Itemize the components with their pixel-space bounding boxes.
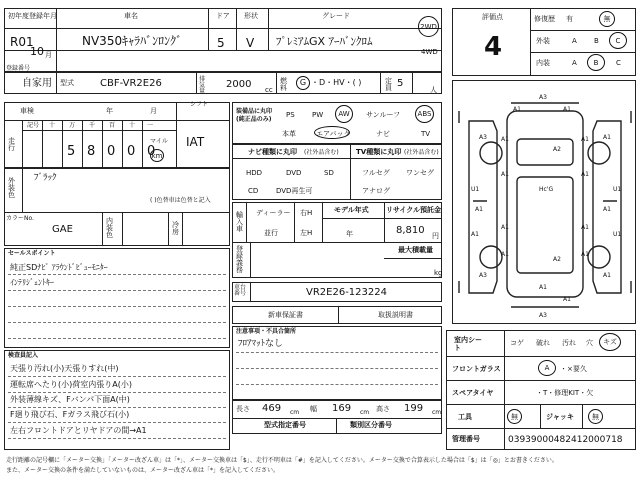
nav-title-note: (社外品含む) (304, 149, 339, 156)
exterior-score-label: 外装 (536, 37, 550, 45)
roof-mark: Hc'G (539, 186, 554, 193)
model-label: 型式 (60, 79, 74, 87)
tv-fullseg: フルセグ (362, 169, 390, 177)
capacity-label: 定員 (385, 77, 392, 92)
height-label: 高さ (376, 405, 390, 413)
tv-oneseg: ワンセグ (406, 169, 434, 177)
equip-navi: ナビ (376, 130, 390, 138)
notes-title: 注意事項・不具合箇所 (236, 328, 297, 335)
grade-score-label: 評価点 (482, 13, 503, 21)
inspector-line-3: 外装薄線キズ、Fバンパ下面A(中) (10, 395, 130, 404)
damage-mark: A1 (581, 136, 589, 143)
grade-label: グレード (322, 12, 350, 20)
damage-mark: A1 (475, 206, 483, 213)
jack-value-circled: 無 (588, 409, 603, 424)
recycle-yen-unit: 円 (432, 232, 439, 240)
damage-mark: A3 (479, 272, 487, 279)
first-reg-month: 10 (30, 45, 44, 58)
mileage-digit-4: 0 (127, 144, 136, 159)
recycle-amount: 8,810 (396, 225, 425, 236)
exterior-score-c-circled: C (609, 32, 627, 49)
grade-score-value: 4 (484, 32, 503, 62)
sales-point-line-2: ｲﾝﾃﾘｼﾞｪﾝﾄｷｰ (10, 278, 54, 287)
tv-title-note: (社外品含む) (404, 149, 439, 156)
mileage-digit-1: 5 (67, 144, 76, 159)
footer-note-1: 走行距離の記号欄に「メーター交換」「メーター改ざん車」は「*」、メーター交換車は「$」、走行不明車は「#」を記入してください。メーター交換で合算表示した場合は「$」は「◎」とお書きください。 (6, 457, 558, 464)
seat-hole: 穴 (586, 339, 593, 347)
damage-mark: A1 (563, 106, 571, 113)
damage-diagram (452, 80, 636, 324)
grade-value: ﾌﾟﾚﾐｱﾑGX ｱｰﾊﾞﾝｸﾛﾑ (276, 35, 373, 48)
nav-cd: CD (248, 187, 259, 195)
front-glass-label: フロントガラス (452, 365, 501, 373)
damage-mark: A1 (501, 136, 509, 143)
nav-title: ナビ種類に丸印 (248, 148, 297, 156)
import-left-hand: 左H (300, 229, 313, 237)
notes-box (232, 326, 442, 400)
tv-title: TV種類に丸印 (356, 148, 402, 156)
interior-score-a: A (572, 59, 577, 67)
recycle-label: リサイクル預託金 (386, 206, 442, 214)
damage-mark: A2 (553, 146, 561, 153)
sales-points-title: セールスポイント (8, 250, 56, 257)
damage-mark: U1 (471, 186, 480, 193)
equip-airbag-ring (314, 126, 350, 139)
digit-header-7: マイル (150, 138, 168, 145)
first-reg-label: 初年度登録年月 (8, 12, 57, 20)
height-unit: cm (432, 409, 442, 416)
interior-sheet-label: 室内シート (454, 336, 482, 352)
length-label: 長さ (236, 405, 250, 413)
equip-airbag-circled: エアバック (316, 130, 351, 138)
inspector-line-4: F廻り飛び石、Fガラス飛び石(小) (10, 410, 130, 419)
capacity-value: 5 (397, 78, 404, 89)
drive-2wd-circled: 2WD (418, 16, 439, 37)
damage-mark: A1 (581, 251, 589, 258)
management-number-value: 03939000482412000718 (508, 435, 623, 445)
model-year-unit: 年 (346, 230, 353, 238)
digit-header-2: 万 (69, 122, 76, 129)
capacity-unit: 人 (430, 86, 437, 94)
damage-mark: A3 (479, 134, 487, 141)
length-value: 469 (262, 403, 282, 414)
damage-mark: A1 (513, 106, 521, 113)
shape-label: 形状 (244, 12, 258, 20)
chassis-label: 車台番号 (234, 284, 247, 297)
damage-mark: A1 (603, 272, 611, 279)
tools-label: 工具 (458, 413, 472, 421)
width-value: 169 (332, 403, 352, 414)
car-name-label: 車名 (124, 12, 138, 20)
equip-tv: TV (421, 130, 431, 138)
registration-check-label: 登録義務 (236, 245, 243, 274)
import-label: 輸入車 (236, 211, 243, 233)
drive-4wd: 4WD (421, 48, 438, 56)
damage-mark: U1 (613, 186, 622, 193)
damage-mark: A1 (471, 231, 479, 238)
exterior-score-a: A (572, 37, 577, 45)
spare-tire-label: スペアタイヤ (452, 389, 494, 397)
damage-mark: U1 (613, 231, 622, 238)
mileage-digit-3: 0 (107, 144, 116, 159)
mileage-digit-5: 0 (147, 144, 156, 159)
new-car-warranty: 新車保証書 (268, 311, 303, 319)
inspection-month-unit: 月 (150, 107, 157, 115)
equip-leather: 本革 (282, 130, 296, 138)
inspector-line-5: 左右フロントドアとリヤドアの間→A1 (10, 426, 147, 435)
repaint-note: ( )色替車は色替と記入 (150, 197, 211, 204)
repair-no-circled: 無 (599, 11, 615, 27)
max-load-label: 最大積載量 (398, 246, 433, 254)
damage-mark: A1 (501, 224, 509, 231)
equipment-title: 装備品に丸印 (純正品のみ) (236, 108, 273, 123)
front-glass-other: ・×要久 (560, 365, 587, 373)
length-unit: cm (290, 409, 300, 416)
interior-score-c: C (616, 59, 621, 67)
damage-mark: A3 (539, 94, 547, 101)
fuel-selected-circled: G (296, 76, 310, 90)
equip-abs-circled: ABS (415, 105, 434, 123)
first-reg-month-unit: 月 (45, 51, 52, 59)
width-label: 幅 (310, 405, 317, 413)
doors-value: 5 (217, 36, 225, 50)
seat-scratch-circled: キズ (599, 333, 621, 351)
nav-hdd: HDD (246, 169, 263, 177)
fuel-options: ・D・HV・( ) (311, 78, 362, 87)
tools-value-circled: 無 (507, 409, 522, 424)
fuel-label: 燃料 (280, 77, 287, 92)
nav-sd: SD (324, 169, 334, 177)
owner-manual: 取扱説明書 (378, 311, 413, 319)
shape-value: V (246, 36, 255, 50)
repair-yes: 有 (566, 15, 573, 23)
interior-score-label: 内装 (536, 59, 550, 67)
chassis-value: VR2E26-123224 (306, 287, 387, 298)
repair-history-label: 修復歴 (534, 15, 555, 23)
displacement-unit: cc (265, 86, 273, 94)
damage-mark: A3 (539, 312, 547, 319)
digit-header-5: 十 (129, 122, 136, 129)
notes-line-1: ﾌﾛｱﾏｯﾄなし (238, 339, 284, 349)
spare-tire-options: ・T・修理KIT・欠 (536, 389, 594, 397)
designation-number-label: 型式指定番号 (264, 421, 306, 429)
shift-label: シフト (190, 101, 209, 108)
tv-analog: アナログ (362, 187, 390, 195)
inspection-label: 車検 (20, 107, 34, 115)
model-value: CBF-VR2E26 (100, 78, 162, 89)
digit-header-6: 一 (147, 122, 154, 129)
displacement-label: 排気量 (199, 76, 206, 95)
damage-mark: A1 (501, 171, 509, 178)
displacement-value: 2000 (226, 79, 252, 90)
shift-value: IAT (186, 135, 205, 149)
import-right-hand: 右H (300, 209, 313, 217)
category-number-label: 類別区分番号 (350, 421, 392, 429)
max-load-unit: kg (434, 269, 443, 277)
seat-tear: 破れ (536, 339, 550, 347)
digit-header-3: 千 (89, 122, 96, 129)
registration-number-label: 登録番号 (6, 65, 31, 72)
inspection-year-unit: 年 (106, 107, 113, 115)
equip-ps: PS (286, 111, 295, 119)
damage-mark: A1 (603, 134, 611, 141)
damage-mark: A2 (553, 256, 561, 263)
damage-mark: A1 (501, 251, 509, 258)
jack-label: ジャッキ (546, 413, 574, 421)
seat-burn: コゲ (510, 339, 524, 347)
front-glass-selected-circled: A (538, 360, 556, 376)
equip-sunroof: サンルーフ (366, 111, 401, 119)
inspector-title: 検査員記入 (8, 352, 39, 359)
seat-stain: 汚れ (562, 339, 576, 347)
nav-dvd-playback: DVD再生可 (276, 187, 313, 195)
color-no-label: カラーNo. (6, 215, 34, 222)
digit-header-0: 記号 (27, 122, 40, 129)
damage-mark: A1 (563, 296, 571, 303)
damage-mark: A1 (581, 171, 589, 178)
first-reg-era: R01 (10, 35, 34, 49)
car-outline-diagram (453, 81, 637, 325)
nav-dvd: DVD (286, 169, 302, 177)
model-year-label: モデル年式 (334, 206, 369, 214)
inspector-line-1: 天張り汚れ(小)天張りすれ(中) (10, 364, 119, 373)
height-value: 199 (404, 403, 424, 414)
equip-aw-circled: AW (335, 105, 353, 123)
exterior-score-b: B (594, 37, 599, 45)
width-unit: cm (360, 409, 370, 416)
import-parallel: 並行 (264, 229, 278, 237)
doors-label: ドア (216, 12, 230, 20)
car-name: NV350ｷｬﾗﾊﾞﾝﾛﾝｸﾞ (82, 34, 183, 48)
import-dealer: ディーラー (256, 209, 291, 217)
color-no-value: GAE (52, 224, 73, 235)
exterior-color-label: 外装色 (8, 177, 15, 199)
equip-pw: PW (312, 111, 324, 119)
sales-point-line-1: 純正SDﾅﾋﾞ ｱﾗｳﾝﾄﾞﾋﾞｭｰﾓﾆﾀｰ (10, 263, 108, 272)
usage-value: 自家用 (22, 78, 52, 89)
damage-mark: A1 (603, 206, 611, 213)
damage-mark: A1 (539, 284, 547, 291)
interior-color-label: 内装色 (106, 217, 113, 239)
interior-score-b-circled: B (587, 54, 605, 71)
digit-header-1: 十 (49, 122, 56, 129)
footer-note-2: また、メーター交換の条件を満たしていないものは、メーター改ざん車は「*」を記入してください。 (6, 467, 280, 474)
digit-header-4: 百 (109, 122, 116, 129)
reorder-label: 冷房 (172, 221, 179, 236)
mileage-unit-circled: km (150, 149, 164, 162)
inspector-line-2: 運転席へたり(小)荷室内張りA(小) (10, 380, 132, 389)
exterior-color-value: ﾌﾞﾗｯｸ (34, 173, 57, 183)
mileage-digit-2: 8 (87, 144, 96, 159)
management-number-label: 管理番号 (452, 435, 480, 443)
damage-mark: A1 (581, 224, 589, 231)
running-label: 走行 (8, 137, 15, 152)
